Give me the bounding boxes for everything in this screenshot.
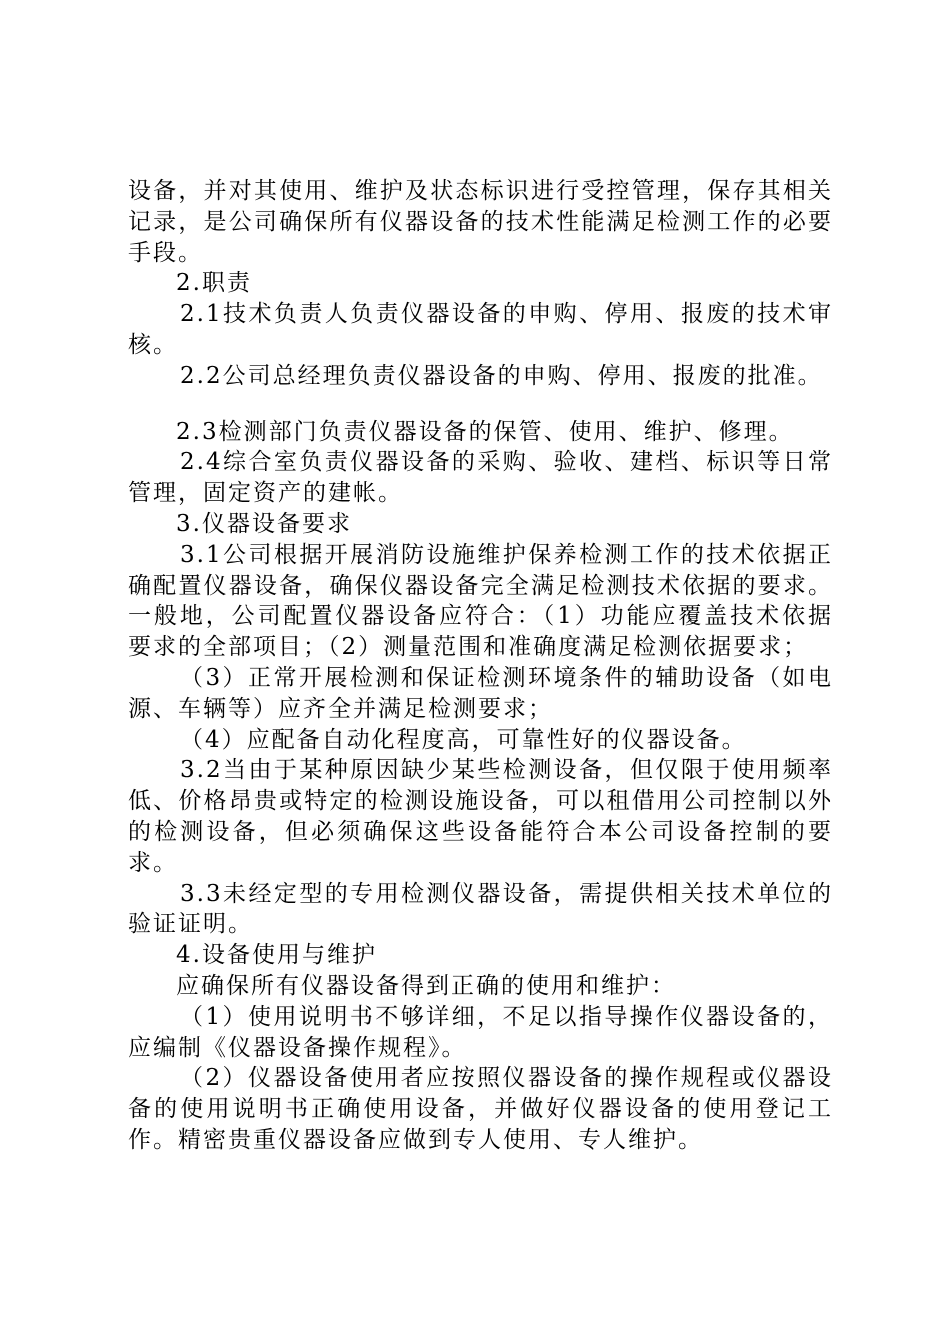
paragraph-4-intro: 应确保所有仪器设备得到正确的使用和维护： [176, 972, 676, 999]
section-heading-equipment-requirements: 3.仪器设备要求 [176, 510, 352, 537]
paragraph-3-2: 3.2当由于某种原因缺少某些检测设备，但仅限于使用频率低、价格昂贵或特定的检测设施设备，可以租借用公司控制以外的检测设备，但必须确保这些设备能符合本公司设备控制的要求。 [128, 757, 833, 876]
paragraph-3-1-item-3: （3）正常开展检测和保证检测环境条件的辅助设备（如电源、车辆等）应齐全并满足检测要求； [128, 664, 833, 722]
paragraph-2-2: 2.2公司总经理负责仪器设备的申购、停用、报废的批准。 [180, 362, 823, 389]
paragraph-3-1-item-4: （4）应配备自动化程度高，可靠性好的仪器设备。 [180, 726, 747, 753]
document-body [128, 176, 833, 1156]
section-heading-usage-maintenance: 4.设备使用与维护 [176, 942, 377, 969]
paragraph-3-3: 3.3未经定型的专用检测仪器设备，需提供相关技术单位的验证证明。 [128, 880, 833, 938]
paragraph-4-item-2: （2）仪器设备使用者应按照仪器设备的操作规程或仪器设备的使用说明书正确使用设备，并做好仪器设备的使用登记工作。精密贵重仪器设备应做到专人使用、专人维护。 [128, 1065, 833, 1153]
paragraph-2-4: 2.4综合室负责仪器设备的采购、验收、建档、标识等日常管理，固定资产的建帐。 [128, 449, 833, 507]
section-heading-responsibilities: 2.职责 [176, 270, 252, 297]
paragraph-intro-continuation: 设备，并对其使用、维护及状态标识进行受控管理，保存其相关记录，是公司确保所有仪器设备的技术性能满足检测工作的必要手段。 [128, 178, 833, 266]
paragraph-4-item-1: （1）使用说明书不够详细，不足以指导操作仪器设备的，应编制《仪器设备操作规程》。 [128, 1003, 833, 1061]
paragraph-3-1: 3.1公司根据开展消防设施维护保养检测工作的技术依据正确配置仪器设备，确保仪器设备完全满足检测技术依据的要求。一般地，公司配置仪器设备应符合：（1）功能应覆盖技术依据要求的全部项目；（2）测量范围和准确度满足检测依据要求； [128, 541, 833, 661]
paragraph-2-1: 2.1技术负责人负责仪器设备的申购、停用、报废的技术审核。 [128, 301, 833, 358]
paragraph-2-3: 2.3检测部门负责仪器设备的保管、使用、维护、修理。 [176, 418, 794, 445]
